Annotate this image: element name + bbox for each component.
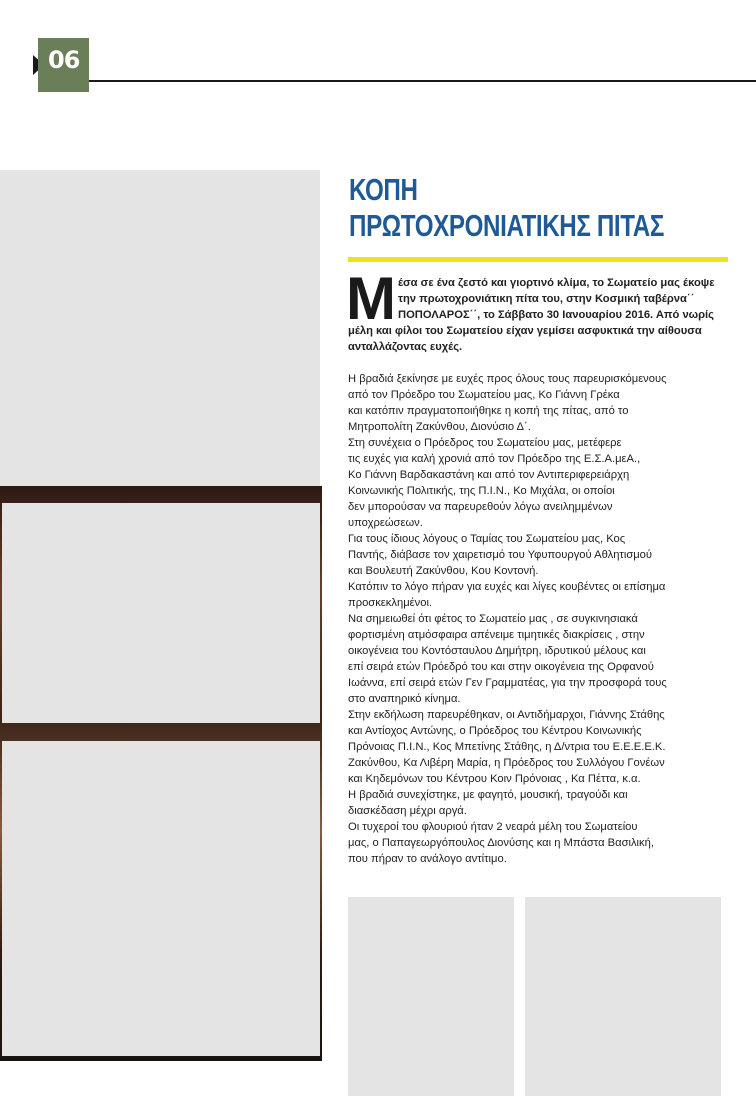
body-line: Ζακύνθου, Κα Λιβέρη Μαρία, η Πρόεδρος του Συλλόγου Γονέων bbox=[348, 757, 665, 769]
body-line: υποχρεώσεων. bbox=[348, 517, 423, 529]
lead-text: έσα σε ένα ζεστό και γιορτινό κλίμα, το Σωματείο μας έκοψε την πρωτοχρονιάτικη πίτα του, στην Κοσμική ταβέρνα΄΄ ΠΟΠΟΛΑΡΟΣ΄΄, το Σάββατο 30 Ιανουαρίου 2016. Από νωρίς μέλη και φίλοι του Σωματείου είχαν γεμίσει ασφυκτικά την αίθουσα ανταλλάζοντας ευχές. bbox=[348, 277, 715, 353]
body-line: Για τους ίδιους λόγους ο Ταμίας του Σωματείου μας, Κος bbox=[348, 533, 626, 545]
body-line: Να σημειωθεί ότι φέτος το Σωματείο μας , σε συγκινησιακά bbox=[348, 613, 638, 625]
body-line: Παντής, διάβασε τον χαιρετισμό του Υφυπουργού Αθλητισμού bbox=[348, 549, 653, 561]
page-number: 06 bbox=[48, 46, 80, 74]
body-line: στο αναπηρικό κίνημα. bbox=[348, 693, 461, 705]
photo-bottom-right bbox=[525, 897, 721, 1096]
title-line-2: ΠΡΩΤΟΧΡΟΝΙΑΤΙΚΗΣ ΠΙΤΑΣ bbox=[349, 208, 665, 243]
body-line: Οι τυχεροί του φλουριού ήταν 2 νεαρά μέλη του Σωματείου bbox=[348, 821, 638, 833]
body-line: Στη συνέχεια ο Πρόεδρος του Σωματείου μας, μετέφερε bbox=[348, 437, 622, 449]
body-line: Στην εκδήλωση παρευρέθηκαν, οι Αντιδήμαρχοι, Γιάννης Στάθης bbox=[348, 709, 665, 721]
photo-bottom-center bbox=[348, 897, 514, 1096]
photo-top-left bbox=[0, 170, 320, 486]
body-line: και Αντίοχος Αντώνης, ο Πρόεδρος του Κέντρου Κοινωνικής bbox=[348, 725, 642, 737]
photo-lower-left bbox=[2, 741, 320, 1056]
body-line: και κατόπιν πραγματοποιήθηκε η κοπή της πίτας, από το bbox=[348, 405, 629, 417]
body-line: και Βουλευτή Ζακύνθου, Κου Κοντονή. bbox=[348, 565, 539, 577]
header-rule bbox=[60, 80, 756, 82]
body-line: από τον Πρόεδρο του Σωματείου μας, Κο Γιάννη Γρέκα bbox=[348, 389, 620, 401]
article-body bbox=[348, 371, 720, 867]
body-line: προσκεκλημένοι. bbox=[348, 597, 433, 609]
body-line: τις ευχές για καλή χρονιά από τον Πρόεδρο της Ε.Σ.Α.μεΑ., bbox=[348, 453, 641, 465]
body-line: που πήραν το ανάλογο αντίτιμο. bbox=[348, 853, 507, 865]
article-title bbox=[349, 172, 664, 244]
body-line: φορτισμένη ατμόσφαιρα απένειμε τιμητικές διακρίσεις , στην bbox=[348, 629, 645, 641]
drop-cap: Μ bbox=[346, 265, 396, 332]
body-line: Μητροπολίτη Ζακύνθου, Διονύσιο Δ΄. bbox=[348, 421, 531, 433]
body-line: Κατόπιν το λόγο πήραν για ευχές και λίγες κουβέντες οι επίσημα bbox=[348, 581, 666, 593]
body-line: διασκέδαση μέχρι αργά. bbox=[348, 805, 467, 817]
body-line: Πρόνοιας Π.Ι.Ν., Κος Μπετίνης Στάθης, η Δ/ντρια του Ε.Ε.Ε.Ε.Κ. bbox=[348, 741, 666, 753]
body-line: επί σειρά ετών Πρόεδρό του και στην οικογένεια της Ορφανού bbox=[348, 661, 654, 673]
body-line: Ιωάννα, επί σειρά ετών Γεν Γραμματέας, για την προσφορά τους bbox=[348, 677, 667, 689]
article-lead bbox=[346, 265, 716, 355]
body-line: Η βραδιά ξεκίνησε με ευχές προς όλους τους παρευρισκόμενους bbox=[348, 373, 667, 385]
photo-middle-left bbox=[2, 503, 320, 723]
body-line: οικογένεια του Κοντόσταυλου Δημήτρη, ιδρυτικού μέλους και bbox=[348, 645, 646, 657]
body-line: Η βραδιά συνεχίστηκε, με φαγητό, μουσική, τραγούδι και bbox=[348, 789, 628, 801]
title-accent-bar bbox=[348, 257, 728, 262]
title-line-1: ΚΟΠΗ bbox=[349, 172, 418, 207]
body-line: και Κηδεμόνων του Κέντρου Κοιν Πρόνοιας , Κα Πέττα, κ.α. bbox=[348, 773, 641, 785]
body-line: μας, ο Παπαγεωργόπουλος Διονύσης και η Μπάστα Βασιλική, bbox=[348, 837, 654, 849]
body-line: δεν μπορούσαν να παρευρεθούν λόγω ανειλημμένων bbox=[348, 501, 613, 513]
body-line: Κοινωνικής Πολιτικής, της Π.Ι.Ν., Κο Μιχάλα, οι οποίοι bbox=[348, 485, 615, 497]
body-line: Κο Γιάννη Βαρδακαστάνη και από τον Αντιπεριφερειάρχη bbox=[348, 469, 630, 481]
